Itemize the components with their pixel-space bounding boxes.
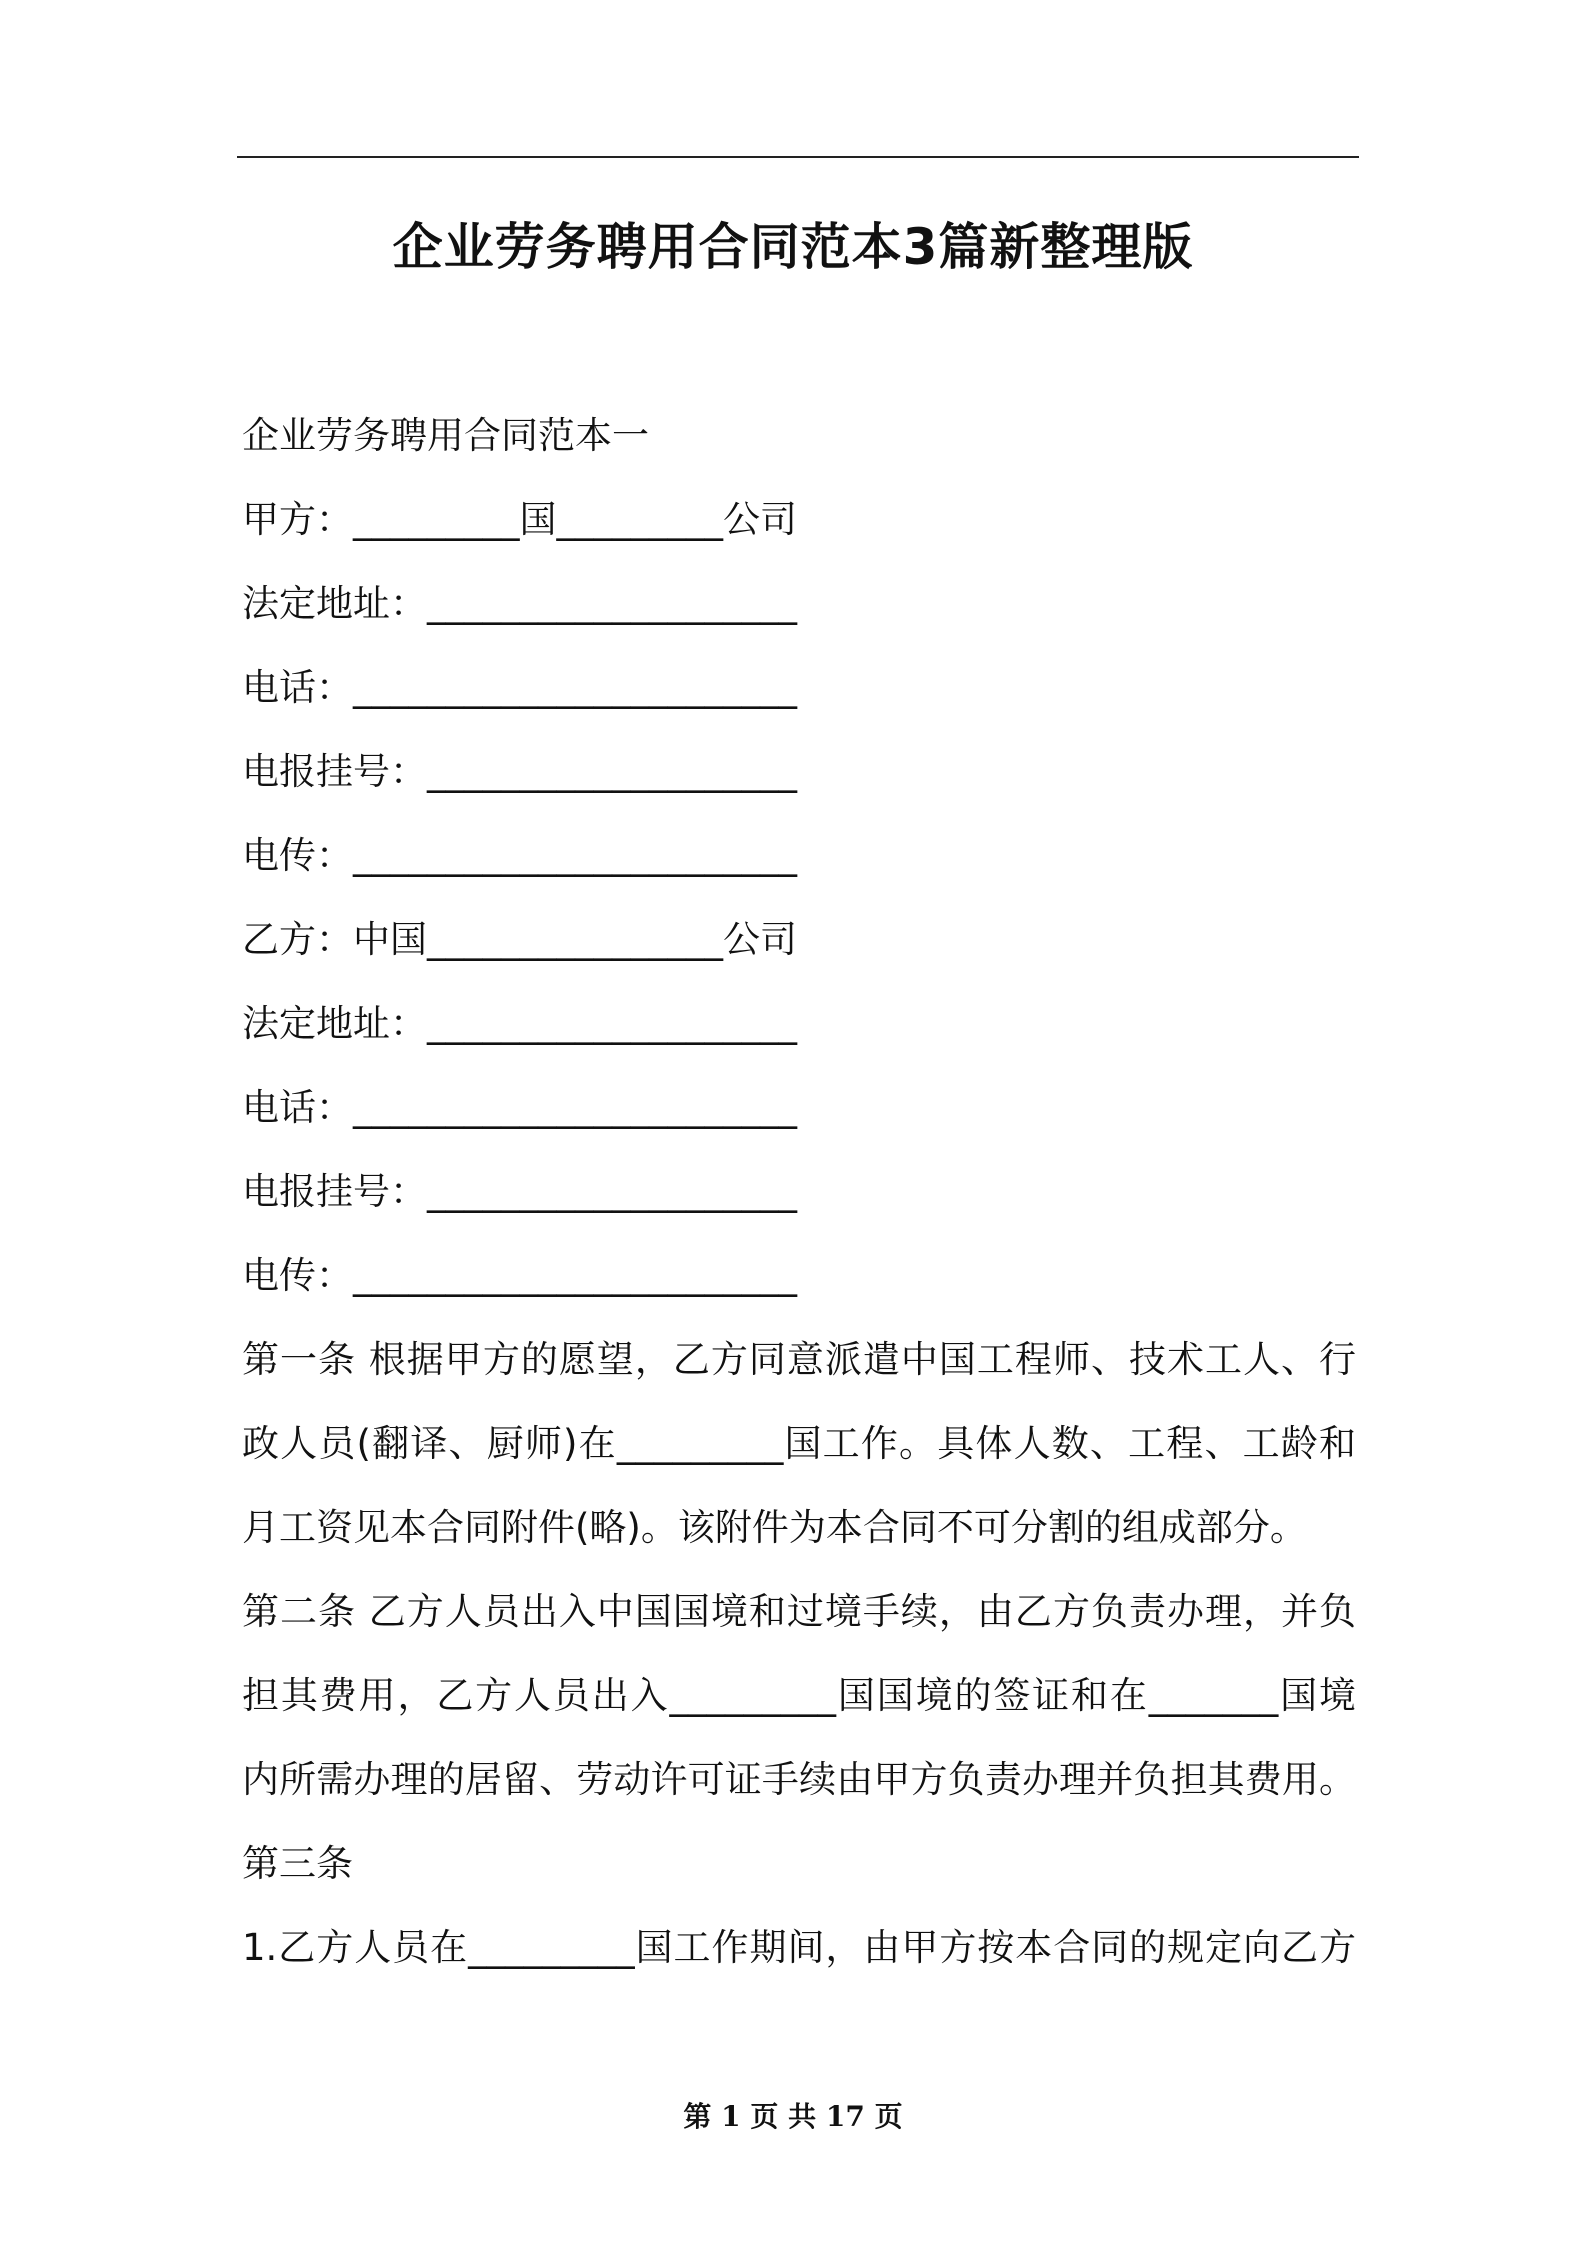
article-1-line-3: 月工资见本合同附件(略)。该附件为本合同不可分割的组成部分。 <box>242 1506 1307 1549</box>
article-2-line-3: 内所需办理的居留、劳动许可证手续由甲方负责办理并负担其费用。 <box>242 1758 1356 1801</box>
party-a-telex-line: 电传：________________________ <box>242 834 797 877</box>
article-3-line-1: 1.乙方人员在_________国工作期间，由甲方按本合同的规定向乙方 <box>242 1926 1356 1969</box>
party-b-phone-line: 电话：________________________ <box>242 1086 797 1129</box>
document-title: 企业劳务聘用合同范本3篇新整理版 <box>392 218 1194 276</box>
party-b-cable-line: 电报挂号：____________________ <box>242 1170 797 1213</box>
party-a-address-line: 法定地址：____________________ <box>242 582 797 625</box>
party-b-name-line: 乙方：中国________________公司 <box>242 918 797 961</box>
section-heading: 企业劳务聘用合同范本一 <box>242 414 649 457</box>
article-2-line-2: 担其费用，乙方人员出入_________国国境的签证和在_______国境 <box>242 1674 1356 1717</box>
article-1-line-1: 第一条 根据甲方的愿望，乙方同意派遣中国工程师、技术工人、行 <box>242 1338 1356 1381</box>
party-b-telex-line: 电传：________________________ <box>242 1254 797 1297</box>
article-3-heading: 第三条 <box>242 1842 353 1885</box>
article-2-line-1: 第二条 乙方人员出入中国国境和过境手续，由乙方负责办理，并负 <box>242 1590 1356 1633</box>
party-a-phone-line: 电话：________________________ <box>242 666 797 709</box>
page-number: 第 1 页 共 17 页 <box>683 2100 903 2133</box>
article-1-line-2: 政人员(翻译、厨师)在_________国工作。具体人数、工程、工龄和 <box>242 1422 1356 1465</box>
party-a-name-line: 甲方：_________国_________公司 <box>242 498 797 541</box>
party-a-cable-line: 电报挂号：____________________ <box>242 750 797 793</box>
header-rule <box>237 156 1359 158</box>
party-b-address-line: 法定地址：____________________ <box>242 1002 797 1045</box>
